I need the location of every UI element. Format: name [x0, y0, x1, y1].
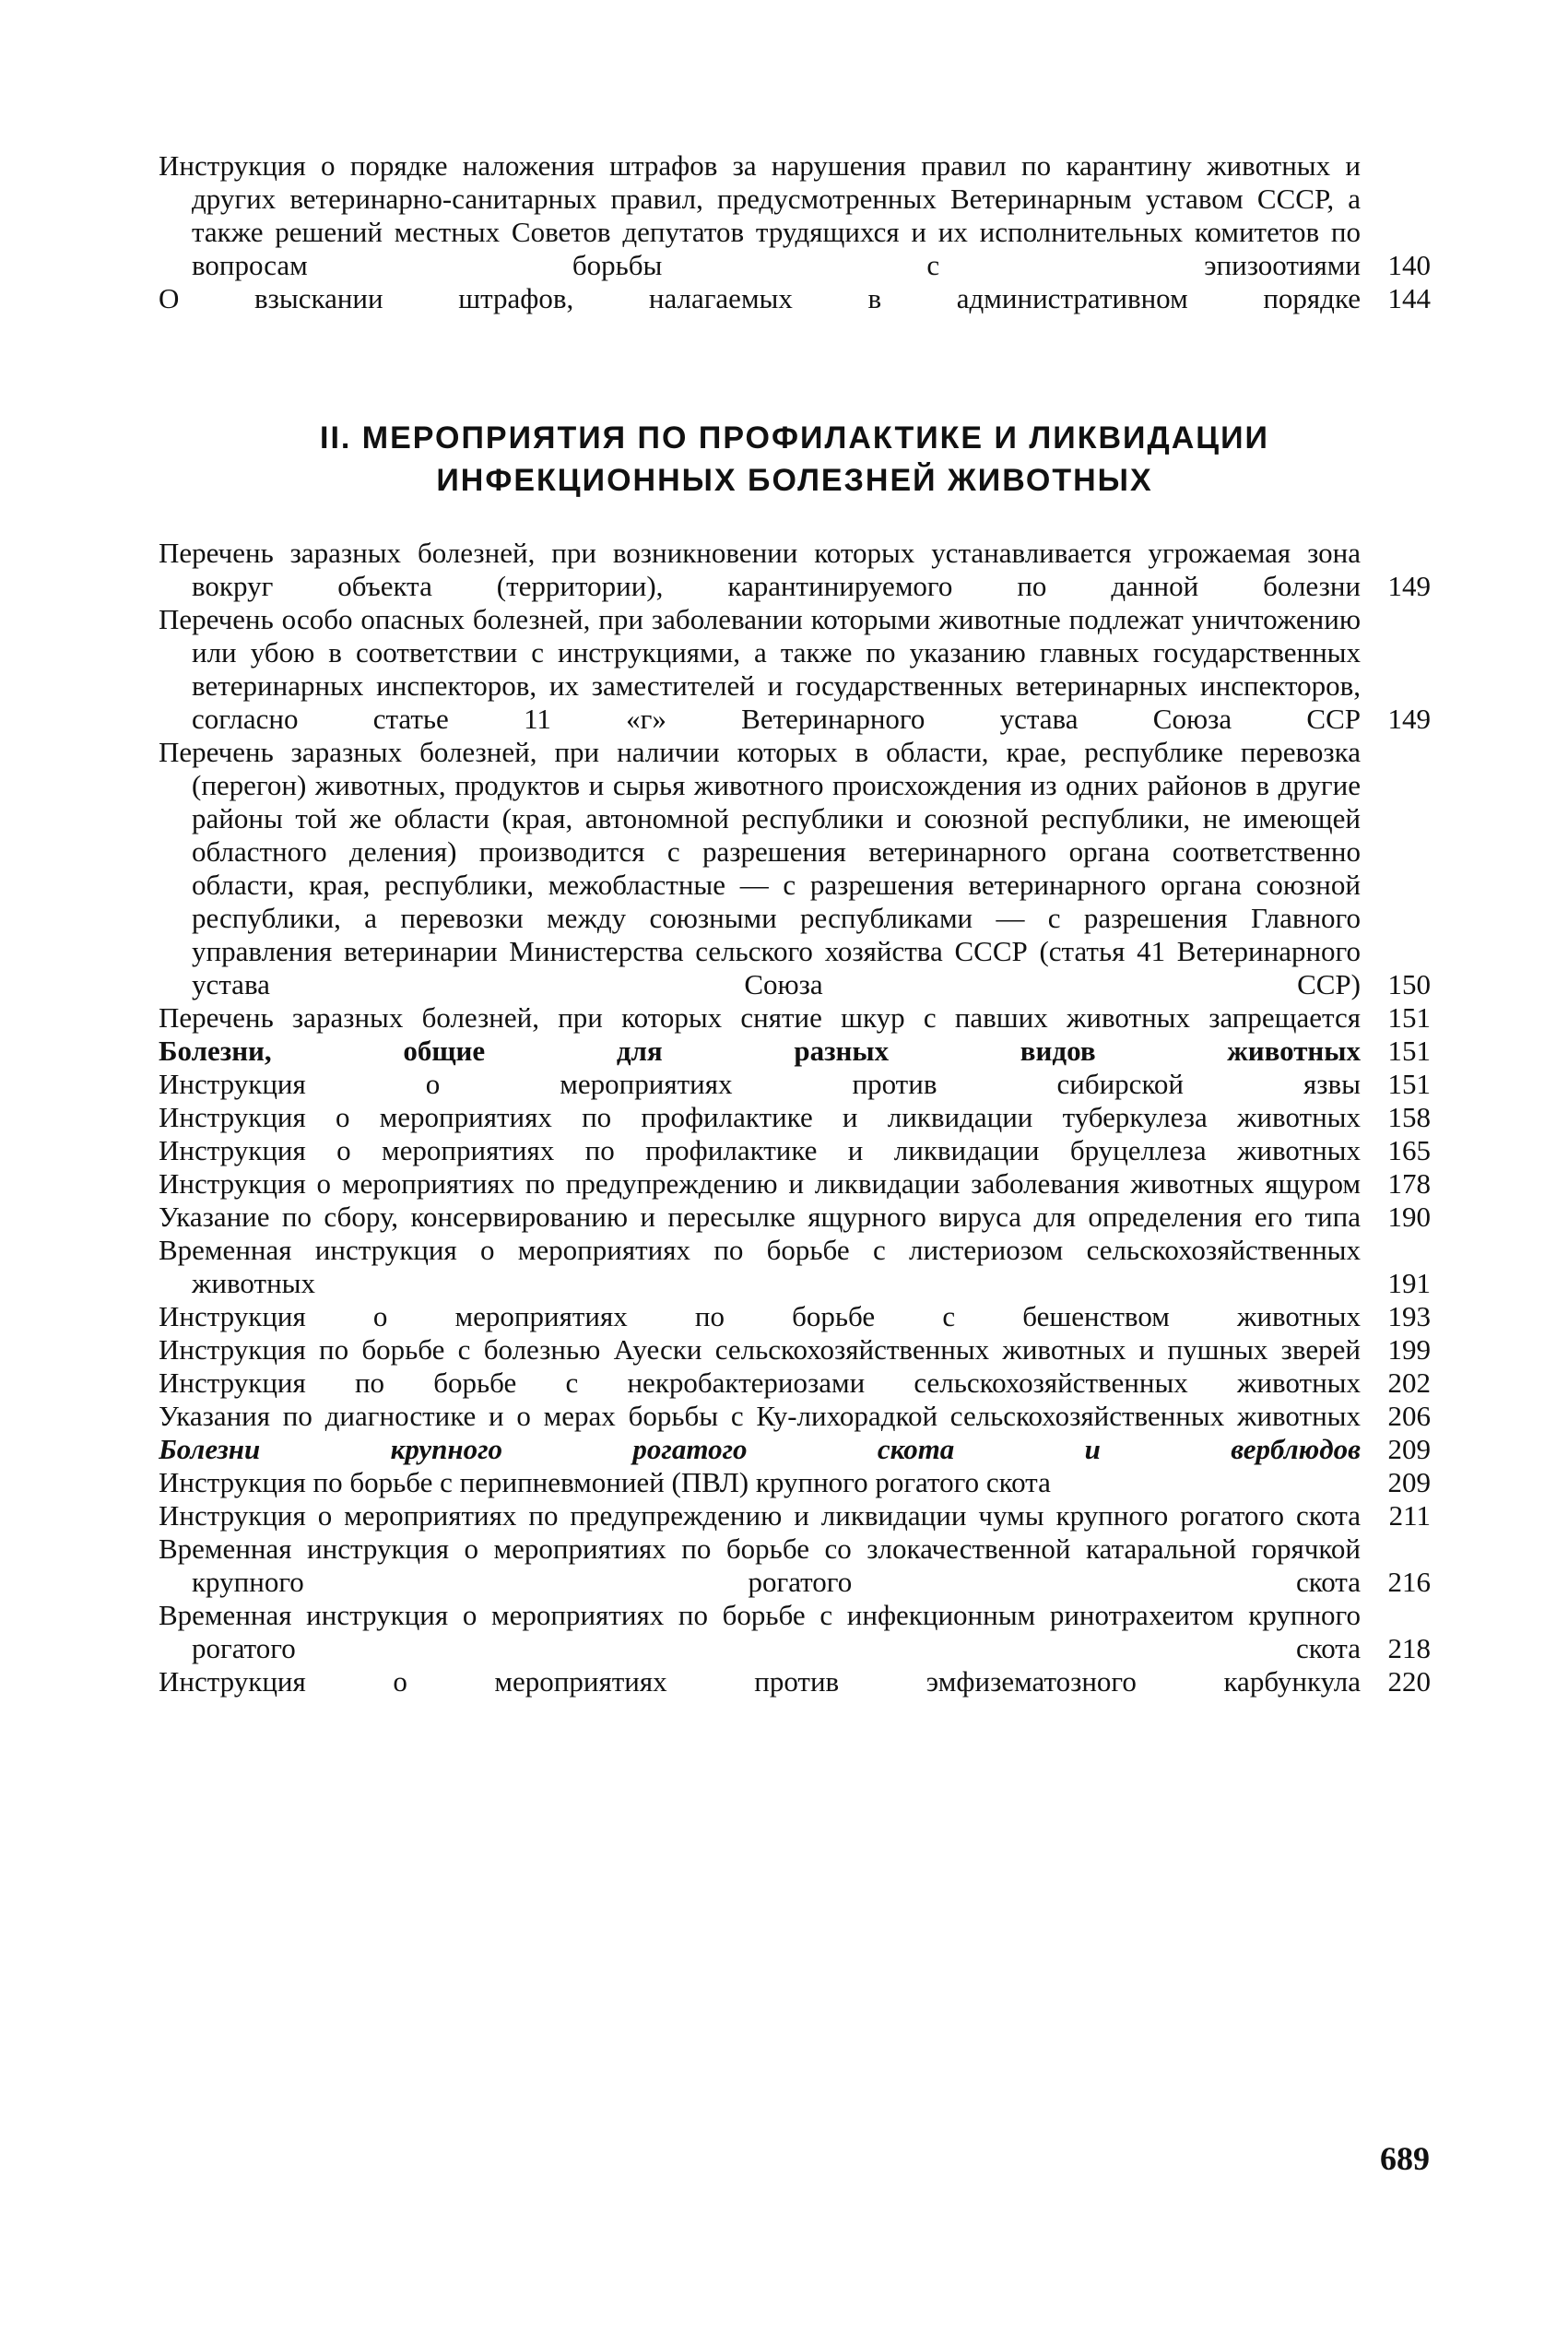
- toc-entry-text: Временная инструкция о мероприятиях по борьбе с листериозом сельскохозяйственных животных: [159, 1234, 1361, 1299]
- toc-entry-title: [159, 1167, 1361, 1201]
- toc-entry-text: Болезни, общие для разных видов животных: [159, 1035, 1361, 1067]
- toc-page: [159, 149, 1431, 1698]
- toc-entry-page: 211: [1388, 1499, 1431, 1532]
- toc-entry-page: 149: [1387, 570, 1431, 602]
- toc-entry-title: [159, 1466, 1361, 1499]
- toc-entry-text: Болезни крупного рогатого скота и верблюдов: [159, 1433, 1361, 1465]
- toc-entry: [159, 1599, 1431, 1665]
- toc-entry-text: Инструкция о мероприятиях по предупреждению и ликвидации чумы крупного рогатого скота: [159, 1499, 1361, 1532]
- toc-entry-text: Инструкция о мероприятиях по профилактике и ликвидации бруцеллеза животных: [159, 1134, 1361, 1166]
- toc-entry-page: 220: [1387, 1665, 1431, 1698]
- toc-entry: [159, 1367, 1431, 1400]
- toc-entry: [159, 1499, 1431, 1532]
- toc-entry-page: 178: [1387, 1167, 1431, 1200]
- toc-entry: [159, 1001, 1431, 1035]
- toc-entry: [159, 1532, 1431, 1599]
- toc-entry-text: Временная инструкция о мероприятиях по борьбе со злокачественной катаральной горячкой крупного рогатого скота: [159, 1532, 1361, 1598]
- toc-entry-page: 206: [1387, 1400, 1431, 1432]
- toc-entry: [159, 537, 1431, 603]
- toc-entry-title: [159, 1001, 1361, 1035]
- toc-entry-title: [159, 1201, 1361, 1234]
- toc-entry: [159, 736, 1431, 1001]
- toc-entry-text: Инструкция о мероприятиях против сибирской язвы: [159, 1068, 1361, 1100]
- toc-entry-page: 209: [1387, 1466, 1431, 1498]
- toc-entry-page: 199: [1387, 1333, 1431, 1366]
- toc-entry-title: [159, 1234, 1361, 1300]
- toc-entry-title: [159, 1333, 1361, 1367]
- toc-entry-title: [159, 149, 1361, 282]
- toc-entry-text: Инструкция о порядке наложения штрафов за нарушения правил по карантину животных и других ветеринарно-санитарных правил, предусмотренных Ветеринарным уставом СССР, а также решений местных Советов депутатов трудящихся и их исполнительных комитетов по вопросам борьбы с эпизоотиями: [159, 149, 1361, 281]
- toc-entry-text: Перечень заразных болезней, при возникновении которых устанавливается угрожаемая зона вокруг объекта (территории), карантинируемого по данной болезни: [159, 537, 1361, 602]
- toc-section-list: [159, 537, 1431, 1698]
- page-number: 689: [1380, 2140, 1430, 2177]
- toc-entry-text: Указания по диагностике и о мерах борьбы с Ку-лихорадкой сельскохозяйственных животных: [159, 1400, 1361, 1432]
- toc-entry: [159, 1300, 1431, 1333]
- toc-entry-page: 165: [1387, 1134, 1431, 1166]
- toc-entry-text: Инструкция по борьбе с некробактериозами сельскохозяйственных животных: [159, 1367, 1361, 1399]
- toc-entry: [159, 1068, 1431, 1101]
- toc-entry-text: Инструкция по борьбе с болезнью Ауески сельскохозяйственных животных и пушных зверей: [159, 1333, 1361, 1366]
- toc-entry-page: 151: [1387, 1035, 1431, 1067]
- toc-entry-page: 209: [1387, 1433, 1431, 1465]
- toc-entry-title: [159, 1035, 1361, 1068]
- toc-entry-title: [159, 1433, 1361, 1466]
- toc-entry-title: [159, 603, 1361, 736]
- toc-entry-page: 158: [1387, 1101, 1431, 1133]
- toc-entry-text: Указание по сбору, консервированию и пересылке ящурного вируса для определения его типа: [159, 1201, 1361, 1233]
- toc-entry-page: 151: [1387, 1001, 1431, 1034]
- toc-entry-title: [159, 1400, 1361, 1433]
- toc-entry-title: [159, 1101, 1361, 1134]
- toc-entry-page: 193: [1387, 1300, 1431, 1332]
- toc-entry: [159, 1101, 1431, 1134]
- toc-entry: [159, 1134, 1431, 1167]
- toc-entry: [159, 1167, 1431, 1201]
- toc-entry: [159, 1201, 1431, 1234]
- toc-entry: [159, 1466, 1431, 1499]
- toc-entry-text: Инструкция о мероприятиях против эмфизематозного карбункула: [159, 1665, 1361, 1698]
- toc-entry: [159, 1333, 1431, 1367]
- toc-entry-title: [159, 1068, 1361, 1101]
- toc-entry-page: 150: [1387, 968, 1431, 1000]
- toc-entry-text: Инструкция о мероприятиях по профилактике и ликвидации туберкулеза животных: [159, 1101, 1361, 1133]
- toc-entry-text: Временная инструкция о мероприятиях по борьбе с инфекционным ринотрахеитом крупного рогатого скота: [159, 1599, 1361, 1664]
- toc-entry-page: 190: [1387, 1201, 1431, 1233]
- toc-entry: [159, 282, 1431, 315]
- toc-entry-title: [159, 537, 1361, 603]
- toc-entry-page: 151: [1387, 1068, 1431, 1100]
- toc-entry-title: [159, 1599, 1361, 1665]
- section-heading-line-1: II. МЕРОПРИЯТИЯ ПО ПРОФИЛАКТИКЕ И ЛИКВИДАЦИИ: [320, 420, 1269, 456]
- toc-entry-title: [159, 1665, 1361, 1698]
- toc-entry: [159, 1665, 1431, 1698]
- toc-entry-title: [159, 282, 1361, 315]
- toc-top-list: [159, 149, 1431, 315]
- toc-entry: [159, 603, 1431, 736]
- toc-entry-page: 149: [1387, 703, 1431, 735]
- toc-entry-title: [159, 736, 1361, 1001]
- section-heading: [159, 417, 1431, 502]
- toc-entry-title: [159, 1367, 1361, 1400]
- toc-entry-page: 202: [1387, 1367, 1431, 1399]
- toc-entry-page: 216: [1387, 1566, 1431, 1598]
- toc-entry: [159, 1433, 1431, 1466]
- toc-entry: [159, 1234, 1431, 1300]
- toc-entry: [159, 1035, 1431, 1068]
- toc-entry-text: Перечень особо опасных болезней, при заболевании которыми животные подлежат уничтожению или убою в соответствии с инструкциями, а также по указанию главных государственных ветеринарных инспекторов, их заместителей и государственных ветеринарных инспекторов, согласно статье 11 «г» Ветеринарного устава Союза ССР: [159, 603, 1361, 735]
- toc-entry-text: Перечень заразных болезней, при наличии которых в области, крае, республике перевозка (перегон) животных, продуктов и сырья животного происхождения из одних районов в другие районы той же области (края, автономной республики и союзной республики, не имеющей областного деления) производится с разрешения ветеринарного органа соответственно области, края, республики, межобластные — с разрешения ветеринарного органа союзной республики, а перевозки между союзными республиками — с разрешения Главного управления ветеринарии Министерства сельского хозяйства СССР (статья 41 Ветеринарного устава Союза ССР): [159, 736, 1361, 1000]
- toc-entry-text: О взыскании штрафов, налагаемых в административном порядке: [159, 282, 1361, 314]
- toc-entry-page: 191: [1387, 1267, 1431, 1299]
- toc-entry-page: 144: [1387, 282, 1431, 314]
- toc-entry-title: [159, 1300, 1361, 1333]
- toc-entry-text: Инструкция по борьбе с перипневмонией (ПВЛ) крупного рогатого скота: [159, 1466, 1051, 1498]
- section-heading-line-2: ИНФЕКЦИОННЫХ БОЛЕЗНЕЙ ЖИВОТНЫХ: [436, 463, 1153, 498]
- toc-entry-title: [159, 1134, 1361, 1167]
- toc-entry-title: [159, 1499, 1361, 1532]
- toc-entry-text: Инструкция о мероприятиях по предупреждению и ликвидации заболевания животных ящуром: [159, 1167, 1361, 1200]
- toc-entry-page: 140: [1387, 249, 1431, 281]
- toc-entry-text: Инструкция о мероприятиях по борьбе с бешенством животных: [159, 1300, 1361, 1332]
- toc-entry-text: Перечень заразных болезней, при которых снятие шкур с павших животных запрещается: [159, 1001, 1361, 1034]
- toc-entry-page: 218: [1387, 1632, 1431, 1664]
- toc-entry: [159, 149, 1431, 282]
- toc-entry-title: [159, 1532, 1361, 1599]
- toc-entry: [159, 1400, 1431, 1433]
